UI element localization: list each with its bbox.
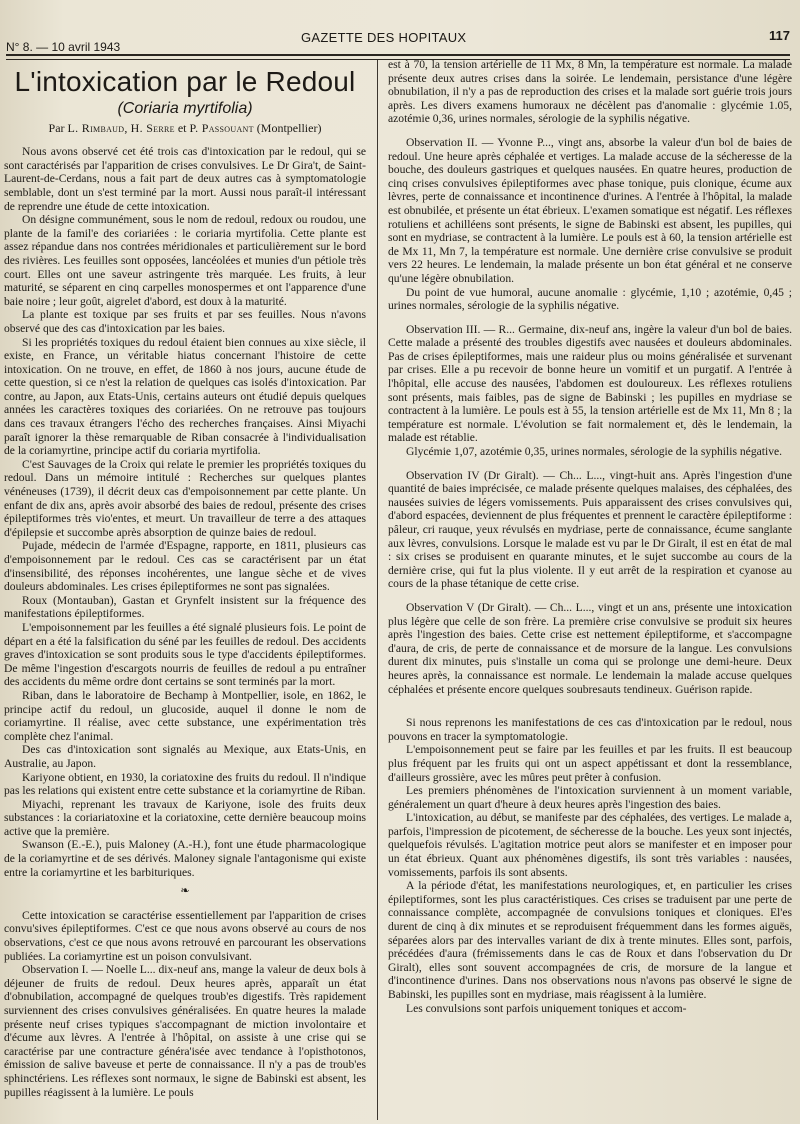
paragraph: L'empoisonnement par les feuilles a été signalé plusieurs fois. Le point de départ en a été la falsification du séné par les feuilles de redoul. Des accidents graves d'intoxication se sont produits sous le type d'accidents épileptiformes. De même l'ingestion d'escargots nourris de feuilles de redoul a pu entraîner des accidents du même ordre dont certains se sont terminés par la mort. xyxy=(4,620,366,689)
paragraph: Roux (Montauban), Gastan et Grynfelt insistent sur la fréquence des manifestations épileptiformes. xyxy=(4,593,366,621)
paragraph: Glycémie 1,07, azotémie 0,35, urines normales, sérologie de la syphilis négative. xyxy=(406,445,783,459)
paragraph: L'empoisonnement peut se faire par les feuilles et par les fruits. Il est beaucoup plus fréquent par les fruits qui ont un aspect appétissant et dont la ressemblance, d'ailleurs grossière, avec les mûres peut prêter à confusion. xyxy=(388,743,792,784)
paragraph: est à 70, la tension artérielle de 11 Mx, 8 Mn, la température est normale. La malade présente deux autres crises dans la soirée. Le lendemain, persistance d'une légère obnubilation, il n'y a pas de reproduction des crises et la malade sort guérie trois jours après. Les divers examens humoraux ne décèlent pas d'anomalie : glycémie 1.05, azotémie 0,36, urines normales, sérologie de la syphilis négative. xyxy=(388,58,792,126)
authors-conjunction: et xyxy=(177,120,187,135)
paragraph: Les convulsions sont parfois uniquement toniques et accom- xyxy=(406,1001,687,1015)
paragraph: C'est Sauvages de la Croix qui relate le premier les propriétés toxiques du redoul. Dans un mémoire intitulé : Recherches sur quelques plantes vénéneuses (1739), il décrit deux cas d'empoisonnement par cette plante. Un enfant de dix ans, après avoir absorbé des baies de redoul, présente des crises épileptiformes très vio'entes, et meurt. Un travailleur de terre a des attaques d'épilepsie et succombe après absorption de quinze baies de redoul. xyxy=(4,457,366,539)
paragraph: A la période d'état, les manifestations neurologiques, et, en particulier les crises épileptiformes, sont les plus caractéristiques. Ces crises se traduisent par une perte de connaissance complète, accompagnée de convulsions toniques et cloniques. El'es durent de cinq à dix minutes et se reproduisent fréquemment dans les formes aiguës, séparées alors par des intervalles variant de dix à trente minutes. Elles sont, parfois, précédées d'aura (frémissements dans le cas de Roux et dans l'observation du Dr Giralt), elles sont souvent accompagnées de cris, de morsure de la langue et d'incontinence d'urines. Dans nos observations nous n'avons pas observé le signe de Babinski, les pupilles sont en mydriase, mais réagissent à la lumière. xyxy=(388,879,792,1001)
section-ornament: ❧ xyxy=(180,885,190,898)
column-divider xyxy=(377,60,378,1120)
spacer xyxy=(388,696,792,706)
paragraph: Cette intoxication se caractérise essentiellement par l'apparition de crises convu'sives épileptiformes. C'est ce que nous avons observé au cours de nos observations, c'est ce que nous avons retrouvé en parcourant les observations publiées. La coriamyrtine est un poison convulsivant. xyxy=(4,908,366,963)
paragraph: Miyachi, reprenant les travaux de Kariyone, isole des fruits deux substances : la coriariatoxine et la coriatoxine, cette dernière beaucoup moins active que la première. xyxy=(4,797,366,838)
paragraph: La plante est toxique par ses fruits et par ses feuilles. Nous n'avons observé que des cas d'intoxication par les baies. xyxy=(4,308,366,335)
page-header xyxy=(6,24,790,56)
paragraph: Pujade, médecin de l'armée d'Espagne, rapporte, en 1811, plusieurs cas d'empoisonnement par le redoul. Ces cas se caractérisent par un état d'insensibilité, des réponses incohérentes, une langue sèche et de vives douleurs abdominales. Les crises épileptiformes ne sont pas signalées. xyxy=(4,539,366,594)
authors-prefix: Par xyxy=(48,120,65,135)
issue-label: N° 8. — 10 avril 1943 xyxy=(6,40,121,54)
observation-paragraph: Observation V (Dr Giralt). — Ch... L..., vingt et un ans, présente une intoxication plus légère que celle de son frère. La première crise convulsive se produit six heures après l'ingestion des baies. Cette crise est nettement épileptiforme, et s'accompagne d'aura, de cris, de perte de connaissance et de morsure de la langue. Les convulsions durent dix minutes, puis s'installe un coma qui se prolonge une demi-heure. Deux heures après, la connaissance est normale. Le lendemain la malade accuse quelques céphalées et présente encore quelques soubresauts tendineux. Guérison rapide. xyxy=(388,600,792,696)
author-serre: H. Serre xyxy=(130,120,175,135)
paragraph: L'intoxication, au début, se manifeste par des céphalées, des vertiges. Le malade a, parfois, l'impression de picotement, de sécheresse de la bouche. Les yeux sont injectés, quelquefois révulsés. L'agitation motrice peut alors se manifester et en imposer pour un état ébrieux. Quant aux phénomènes digestifs, ils sont très variables : nausées, vomissements, parfois ils sont absents. xyxy=(388,811,792,879)
journal-name: GAZETTE DES HOPITAUX xyxy=(301,30,467,45)
author-affiliation: (Montpellier) xyxy=(256,120,322,135)
paragraph: Nous avons observé cet été trois cas d'intoxication par le redoul, qui se sont caractérisés par l'apparition de crises convulsives. Le Dr Gira't, de Saint-Laurent-de-Cerdans, nous a fait part de deux autres cas à symptomatologie semblable, dont un s'est terminé par la mort. Aussi nous paraît-il intéressant de reprendre une étude de cette intoxication. xyxy=(4,145,366,213)
paragraph: Kariyone obtient, en 1930, la coriatoxine des fruits du redoul. Il n'indique pas les relations qui existent entre cette substance et la coriamyrtine de Riban. xyxy=(4,770,366,798)
paragraph: Swanson (E.-E.), puis Maloney (A.-H.), font une étude pharmacologique de la coriamyrtine et de ses dérivés. Maloney signale l'antagonisme qui existe entre la coriamyrtine et les barbituriques. xyxy=(4,838,366,879)
author-passouant: P. Passouant xyxy=(189,120,254,135)
observation-paragraph: Observation II. — Yvonne P..., vingt ans, absorbe la valeur d'un bol de baies de redoul. Une heure après céphalée et vertiges. La malade accuse de la sécheresse de la bouche, des douleurs gastriques et quelques nausées. En quatre heures, production de cinq crises convulsives épileptiformes avec phase tonique, puis clonique, écume aux lèvres, perte de connaissance et incontinence d'urines. A l'entrée à l'hôpital, la malade est obnubilée, et présente un état ébrieux. L'examen somatique est négatif. Les réflexes rotuliens et achilléens sont présents, le signe de Babinski est absent, les pupilles, qui sont en mydriase, se contractent à la lumière. Le pouls est à 60, la tension artérielle est de Mx 11, Mn 7, la température est normale. Une dernière crise convulsive se produit vers 22 heures. Le lendemain, la malade présente un bon état général et ne conserve qu'une légère obnubilation. xyxy=(388,135,792,285)
observation-paragraph: Observation IV (Dr Giralt). — Ch... L..., vingt-huit ans. Après l'ingestion d'une quantité de baies imprécisée, ce malade présente quelques malaises, des céphalées, des nausées suivies de légers vomissements. Puis apparaissent des crises convulsives qui, d'abord espacées, deviennent de plus fréquentes et prennent le caractère épileptiforme : pâleur, cri rauque, yeux révulsés en mydriase, perte de connaissance, écume sanglante aux lèvres, convulsions. Lorsque le malade est vu par le Dr Giralt, il est en état de mal : six crises se produisent en quarante minutes, et le sujet succombe au cours de la dernière crise, qui fut la plus violente. Il y eut arrêt de la respiration et cyanose au cours de la phase tétanique de cette crise. xyxy=(388,468,792,591)
spacer xyxy=(388,706,792,716)
page-number: 117 xyxy=(769,28,790,43)
article-authors xyxy=(4,122,366,136)
article-subtitle: (Coriaria myrtifolia) xyxy=(117,100,253,117)
spacer xyxy=(388,591,792,601)
paragraph: Des cas d'intoxication sont signalés au Mexique, aux Etats-Unis, en Australie, au Japon. xyxy=(4,743,366,770)
spacer xyxy=(388,126,792,136)
article-title: L'intoxication par le Redoul xyxy=(14,66,356,97)
author-rimbaud: L. Rimbaud, xyxy=(67,120,128,135)
observation-paragraph: Observation I. — Noelle L... dix-neuf ans, mange la valeur de deux bols à déjeuner de fruits de redoul. Deux heures après, apparaît un état d'obnubilation, accompagné de quelques troub'es digestifs. Très rapidement surviennent des crises convulsives généralisées. En quatre heures la malade présente neuf crises typiques s'accompagnant de miction involontaire et d'écume aux lèvres. A l'entrée à l'hôpital, on assiste à une crise qui se caractérise par une contracture généra'isée avec tendance à l'opisthotonos, émission de salive baveuse et perte de connaissance. Il n'y a pas de troub'es sphinctériens. Les réflexes sont normaux, le signe de Babinski est absent, les pupilles réagissent à la lumière. Le pouls xyxy=(4,963,366,1099)
observation-paragraph: Observation III. — R... Germaine, dix-neuf ans, ingère la valeur d'un bol de baies. Cette malade a présenté des troubles digestifs avec nausées et douleurs abdominales. Pas de crises épileptiformes, mais une raideur plus ou moins généralisée et survenant par crises. Elle a pu recevoir de bonne heure un vomitif et un purgatif. A l'entrée à l'hôpital, elle accuse des nausées, l'abdomen est douloureux. Les réflexes rotuliens sont présents, mais faibles, pas de signe de Babinski ; les pupilles en mydriase se contractent à la lumière. Le pouls est à 55, la tension artérielle est de Mx 11, Mn 8 ; la température est normale. L'évolution se fait normalement et, dès le lendemain, la malade est rétablie. xyxy=(388,322,792,445)
left-column xyxy=(4,62,366,1122)
right-column xyxy=(388,58,792,1118)
paragraph: On désigne communément, sous le nom de redoul, redoux ou roudou, une plante de la famil'e des coriariées : le coriaria myrtifolia. Cette plante est assez répandue dans nos contrées méridionales et particulièrement sur le bord des rivières. Les feuilles sont opposées, lancéolées et munies d'un pétiole très court. Elles ont une saveur astringente très marquée. Les fruits, à leur maturité, se séparent en cinq carpelles monospermes et ont l'apparence d'une baie noire ; leur goût, aigrelet d'abord, est doux à la maturité. xyxy=(4,213,366,308)
paragraph: Les premiers phénomènes de l'intoxication surviennent à un moment variable, généralement un quart d'heure à deux heures après l'ingestion des baies. xyxy=(388,784,792,811)
spacer xyxy=(388,313,792,323)
spacer xyxy=(388,459,792,469)
paragraph: Si nous reprenons les manifestations de ces cas d'intoxication par le redoul, nous pouvons en tracer la symptomatologie. xyxy=(388,716,792,743)
paragraph: Si les propriétés toxiques du redoul étaient bien connues au xixe siècle, il existe, en France, un véritable hiatus concernant l'histoire de cette intoxication. On ne trouve, en effet, de 1860 à nos jours, aucune étude de cette question, si ce n'est la relation de quelques cas isolés d'intoxication. Par contre, au Japon, aux Etats-Unis, certains auteurs ont étudié depuis quelques années les caractères toxiques des coriariées. On ne retrouve pas toujours dans ces travaux étrangers l'écho des recherches françaises. Ainsi Miyachi paraît ignorer la thèse remarquable de Riban consacrée à l'individualisation de la coriamyrtine, principe actif du coriaria myrtifolia. xyxy=(4,335,366,458)
paragraph: Du point de vue humoral, aucune anomalie : glycémie, 1,10 ; azotémie, 0,45 ; urines normales, sérologie de la syphilis négative. xyxy=(388,285,792,313)
paragraph: Riban, dans le laboratoire de Bechamp à Montpellier, isole, en 1862, le principe actif du redoul, un glucoside, auquel il donne le nom de coriamyrtine. Il réalise, avec cette substance, une expérimentation très complète chez l'animal. xyxy=(4,688,366,743)
